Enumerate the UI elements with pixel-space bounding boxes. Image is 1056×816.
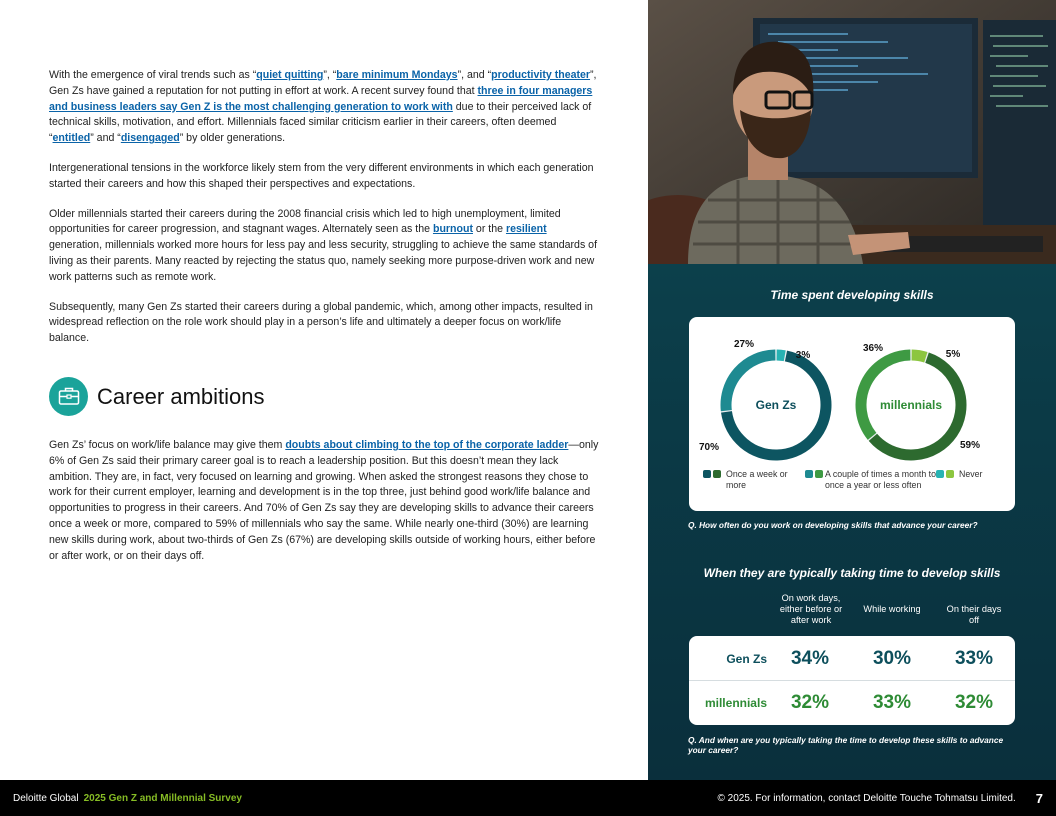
cell-value: 32% bbox=[954, 692, 994, 713]
text: ” and “ bbox=[90, 132, 121, 145]
donut-chart-card bbox=[689, 317, 1015, 511]
footer-publisher: Deloitte Global bbox=[13, 792, 79, 804]
table-row bbox=[689, 637, 1015, 681]
legend-item-monthly bbox=[805, 469, 936, 490]
text: ” by older generations. bbox=[179, 132, 286, 145]
arc-mill-never bbox=[912, 355, 926, 357]
developer-photo-illustration bbox=[648, 0, 1056, 264]
cell-value: 32% bbox=[790, 692, 830, 713]
section-title: Career ambitions bbox=[97, 383, 265, 409]
paragraph-5 bbox=[49, 438, 601, 564]
page-number: 7 bbox=[1035, 790, 1043, 806]
paragraph-2: Intergenerational tensions in the workforce likely stem from the very different environments in which each generation started their careers and how this shaped their perspectives and expectations. bbox=[49, 161, 594, 190]
legend-label-never: Never bbox=[959, 469, 983, 479]
paragraph-1 bbox=[49, 68, 601, 147]
cell-value: 30% bbox=[872, 648, 912, 669]
column-header-workdays: On work days, either before or after work bbox=[779, 593, 843, 625]
donut-charts bbox=[689, 317, 1015, 467]
paragraph-4: Subsequently, many Gen Zs started their careers during a global pandemic, which, among other impacts, resulted in widespread reflection on the role work should play in a person’s life and ultimately a deeper focus on work/life balance. bbox=[49, 300, 593, 345]
link-resilient[interactable]: resilient bbox=[505, 223, 547, 236]
donut-genz bbox=[699, 339, 826, 455]
arc-genz-never bbox=[777, 355, 785, 356]
label-mill-monthly: 36% bbox=[862, 343, 884, 354]
legend-swatch bbox=[936, 470, 944, 478]
skills-timing-table bbox=[689, 636, 1015, 725]
page-footer bbox=[0, 780, 1056, 816]
donut-center-millennials: millennials bbox=[879, 398, 943, 412]
text: or the bbox=[472, 223, 506, 236]
text: —only 6% of Gen Zs said their primary career goal is to reach a leadership position. But this doesn’t mean they lack ambition. They are, in fact, very focused on learning and growing. When asked the strongest reasons they chose to work for their current employer, learning and development is in the top three, just behind good work/life balance and opportunities to progress in their careers. And 70% of Gen Zs say they are developing skills to advance their careers once a week or more, compared to 59% of millennials who say the same. While nearly one-third (30%) are learning new skills during work, about two-thirds of Gen Zs (67%) are developing skills outside of working hours, either before or after work, or on their days off. bbox=[49, 438, 599, 562]
link-burnout[interactable]: burnout bbox=[432, 223, 473, 236]
label-mill-never: 5% bbox=[945, 349, 961, 360]
donut-center-genz: Gen Zs bbox=[755, 398, 797, 412]
legend-swatch bbox=[805, 470, 813, 478]
chart2-question: Q. And when are you typically taking the time to develop these skills to advance your career? bbox=[688, 735, 1004, 755]
row-label-genz: Gen Zs bbox=[726, 652, 767, 666]
briefcase-icon bbox=[49, 377, 88, 416]
link-entitled[interactable]: entitled bbox=[52, 132, 91, 145]
chart1-question: Q. How often do you work on developing skills that advance your career? bbox=[688, 520, 978, 530]
legend-label-weekly: Once a week or more bbox=[726, 469, 788, 490]
label-genz-monthly: 27% bbox=[733, 339, 755, 350]
chart-legend bbox=[703, 469, 1001, 490]
label-mill-weekly: 59% bbox=[959, 440, 981, 451]
legend-swatch bbox=[703, 470, 711, 478]
legend-swatch bbox=[713, 470, 721, 478]
column-header-while-working: While working bbox=[863, 604, 921, 614]
legend-label-monthly: A couple of times a month to once a year or less often bbox=[825, 469, 937, 490]
text: Gen Zs’ focus on work/life balance may give them bbox=[49, 438, 286, 451]
section-heading bbox=[49, 377, 601, 416]
cell-value: 33% bbox=[872, 692, 912, 713]
footer-survey-title: 2025 Gen Z and Millennial Survey bbox=[83, 792, 242, 804]
legend-item-never bbox=[936, 469, 982, 490]
article-body bbox=[49, 68, 601, 578]
table-row bbox=[689, 681, 1015, 725]
legend-item-weekly bbox=[703, 469, 805, 490]
text: generation, millennials worked more hours for less pay and less security, struggling to achieve the same standards of living as their parents. Many reacted by rejecting the status quo, namely seeking more purpose-driven work and new work patterns such as remote work. bbox=[49, 239, 598, 283]
cell-value: 34% bbox=[790, 648, 830, 669]
text: With the emergence of viral trends such as “ bbox=[49, 69, 257, 81]
text: ”, “ bbox=[323, 69, 337, 81]
chart2-title: When they are typically taking time to develop skills bbox=[703, 566, 1001, 580]
legend-swatch bbox=[815, 470, 823, 478]
link-three-in-four-managers[interactable]: three in four managers and business leaders say Gen Z is the most challenging generation to work with bbox=[49, 84, 593, 113]
text: due to their perceived lack of technical skills, motivation, and effort. Millennials faced similar criticism earlier in their careers, often deemed “ bbox=[49, 100, 592, 145]
column-header-days-off: On their days off bbox=[946, 604, 1002, 625]
link-bare-minimum-mondays[interactable]: bare minimum Mondays bbox=[336, 69, 458, 81]
paragraph-3 bbox=[49, 207, 601, 286]
chart1-title: Time spent developing skills bbox=[770, 288, 934, 302]
infographic-panel bbox=[648, 0, 1056, 780]
label-genz-weekly: 70% bbox=[698, 442, 720, 453]
legend-swatch bbox=[946, 470, 954, 478]
label-genz-never: 3% bbox=[795, 350, 811, 361]
donut-millennials bbox=[861, 343, 980, 455]
row-label-millennials: millennials bbox=[704, 696, 767, 710]
link-productivity-theater[interactable]: productivity theater bbox=[491, 69, 591, 81]
text: ”, and “ bbox=[457, 69, 492, 81]
text: Older millennials started their careers during the 2008 financial crisis which led to high unemployment, limited opportunities for career progression, and stagnant wages. Alternately seen as the bbox=[49, 207, 561, 236]
text: ”, Gen Zs have gained a reputation for not putting in effort at work. A recent survey found that bbox=[49, 69, 597, 97]
hero-photo bbox=[648, 0, 1056, 264]
link-quiet-quitting[interactable]: quiet quitting bbox=[256, 69, 324, 81]
link-corporate-ladder[interactable]: doubts about climbing to the top of the corporate ladder bbox=[285, 438, 569, 451]
footer-copyright: © 2025. For information, contact Deloitte Touche Tohmatsu Limited. bbox=[717, 792, 1016, 804]
link-disengaged[interactable]: disengaged bbox=[120, 132, 180, 145]
arc-mill-monthly bbox=[861, 355, 910, 436]
cell-value: 33% bbox=[954, 648, 994, 669]
